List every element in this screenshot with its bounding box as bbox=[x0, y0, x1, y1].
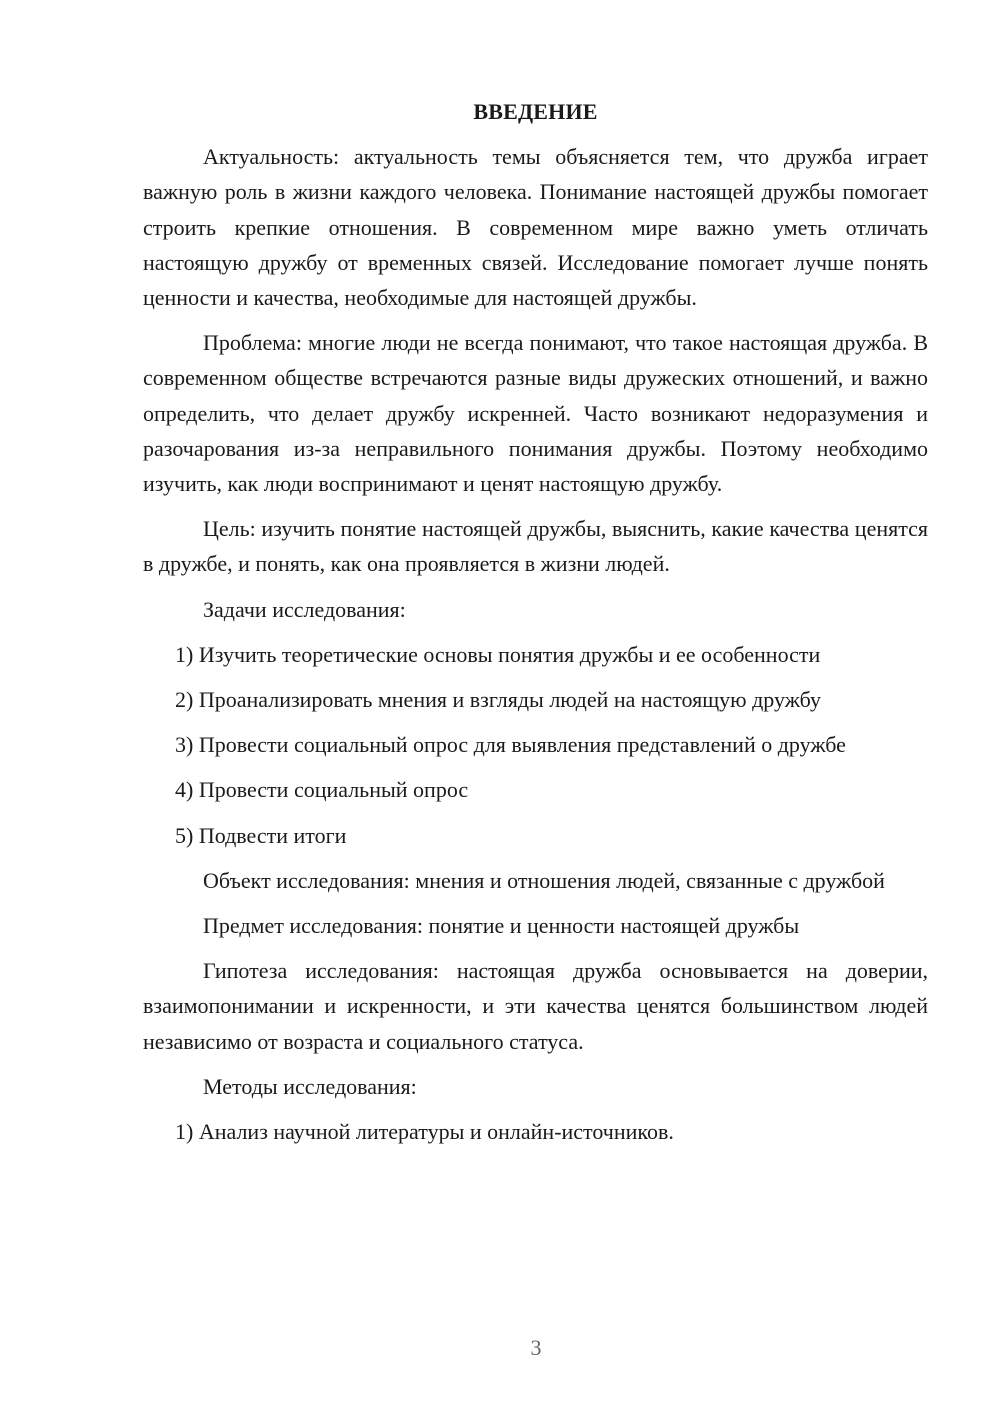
task-item: 5) Подвести итоги bbox=[175, 822, 347, 848]
task-item: 1) Изучить теоретические основы понятия дружбы и ее особенности bbox=[175, 641, 821, 667]
hypothesis-paragraph: Гипотеза исследования: настоящая дружба основывается на доверии, взаимопонимании и искренности, и эти качества ценятся большинством людей независимо от возраста и социального статуса. bbox=[143, 958, 928, 1054]
method-item: 1) Анализ научной литературы и онлайн-источников. bbox=[175, 1119, 674, 1145]
methods-heading: Методы исследования: bbox=[203, 1073, 417, 1099]
task-item: 2) Проанализировать мнения и взгляды людей на настоящую дружбу bbox=[175, 687, 821, 713]
page-title: ВВЕДЕНИЕ bbox=[473, 99, 598, 124]
problem-paragraph: Проблема: многие люди не всегда понимают, что такое настоящая дружба. В современном обществе встречаются разные виды дружеских отношений, и важно определить, что делает дружбу искренней. Часто возникают недоразумения и разочарования из-за неправильного понимания дружбы. Поэтому необходимо изучить, как люди воспринимают и ценят настоящую дружбу. bbox=[143, 330, 928, 497]
task-item: 3) Провести социальный опрос для выявления представлений о дружбе bbox=[175, 732, 846, 758]
object-paragraph: Объект исследования: мнения и отношения людей, связанные с дружбой bbox=[203, 867, 885, 893]
tasks-heading: Задачи исследования: bbox=[203, 596, 406, 622]
page-content bbox=[143, 94, 928, 1159]
subject-paragraph: Предмет исследования: понятие и ценности настоящей дружбы bbox=[203, 913, 800, 939]
page-number: 3 bbox=[530, 1335, 542, 1360]
goal-paragraph: Цель: изучить понятие настоящей дружбы, выяснить, какие качества ценятся в дружбе, и понять, как она проявляется в жизни людей. bbox=[143, 516, 928, 577]
task-item: 4) Провести социальный опрос bbox=[175, 777, 469, 803]
relevance-paragraph: Актуальность: актуальность темы объясняется тем, что дружба играет важную роль в жизни каждого человека. Понимание настоящей дружбы помогает строить крепкие отношения. В современном мире важно уметь отличать настоящую дружбу от временных связей. Исследование помогает лучше понять ценности и качества, необходимые для настоящей дружбы. bbox=[143, 144, 928, 311]
